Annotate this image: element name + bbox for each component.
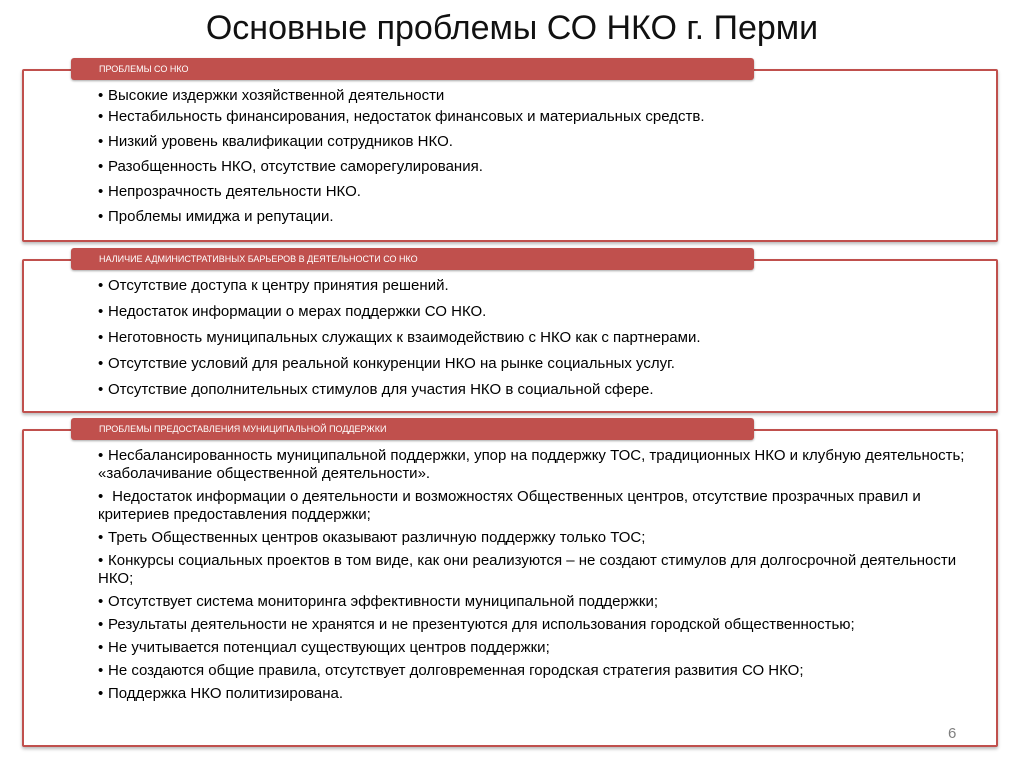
bullet-dot-icon: • xyxy=(98,208,104,225)
bullet-item xyxy=(98,488,978,524)
bullet-dot-icon: • xyxy=(98,488,104,505)
bullet-dot-icon: • xyxy=(98,447,104,464)
bullet-dot-icon: • xyxy=(98,593,104,610)
bullet-text: Неготовность муниципальных служащих к взаимодействию с НКО как с партнерами. xyxy=(108,329,701,346)
bullet-text: Отсутствие дополнительных стимулов для участия НКО в социальной сфере. xyxy=(108,381,654,398)
bullet-dot-icon: • xyxy=(98,381,104,398)
bullet-item xyxy=(98,207,978,227)
bullet-text: Низкий уровень квалификации сотрудников НКО. xyxy=(108,133,453,150)
bullet-dot-icon: • xyxy=(98,87,104,104)
page-number: 6 xyxy=(948,725,957,742)
bullet-dot-icon: • xyxy=(98,355,104,372)
bullet-item xyxy=(98,157,978,177)
bullet-item xyxy=(98,685,978,703)
bullet-text: Высокие издержки хозяйственной деятельности xyxy=(108,87,445,104)
bullet-dot-icon: • xyxy=(98,639,104,656)
section-list-municipal-support xyxy=(98,447,978,708)
bullet-text: Отсутствует система мониторинга эффективности муниципальной поддержки; xyxy=(108,593,659,610)
bullet-text: Треть Общественных центров оказывают различную поддержку только ТОС; xyxy=(108,529,646,546)
bullet-item xyxy=(98,86,978,106)
bullet-item xyxy=(98,529,978,547)
bullet-dot-icon: • xyxy=(98,685,104,702)
bullet-text: Не учитывается потенциал существующих центров поддержки; xyxy=(108,639,550,656)
bullet-dot-icon: • xyxy=(98,133,104,150)
bullet-item xyxy=(98,276,978,296)
bullet-dot-icon: • xyxy=(98,277,104,294)
bullet-text: Непрозрачность деятельности НКО. xyxy=(108,183,361,200)
bullet-dot-icon: • xyxy=(98,552,104,569)
bullet-text: Поддержка НКО политизирована. xyxy=(108,685,344,702)
bullet-item xyxy=(98,639,978,657)
bullet-item xyxy=(98,662,978,680)
bullet-dot-icon: • xyxy=(98,303,104,320)
bullet-text: Нестабильность финансирования, недостаток финансовых и материальных средств. xyxy=(108,108,705,125)
bullet-text: Несбалансированность муниципальной поддержки, упор на поддержку ТОС, традиционных НКО и клубную деятельность; «заболачивание общественной деятельности». xyxy=(98,447,965,482)
bullet-text: Разобщенность НКО, отсутствие саморегулирования. xyxy=(108,158,483,175)
section-header-admin-barriers: НАЛИЧИЕ АДМИНИСТРАТИВНЫХ БАРЬЕРОВ В ДЕЯТЕЛЬНОСТИ СО НКО xyxy=(71,248,754,270)
bullet-item xyxy=(98,354,978,374)
bullet-item xyxy=(98,182,978,202)
section-header-nko-problems: ПРОБЛЕМЫ СО НКО xyxy=(71,58,754,80)
bullet-dot-icon: • xyxy=(98,529,104,546)
bullet-dot-icon: • xyxy=(98,616,104,633)
bullet-dot-icon: • xyxy=(98,183,104,200)
section-list-nko-problems xyxy=(98,86,978,232)
bullet-text: Конкурсы социальных проектов в том виде, как они реализуются – не создают стимулов для долгосрочной деятельности НКО; xyxy=(98,552,957,587)
section-list-admin-barriers xyxy=(98,276,978,406)
bullet-item xyxy=(98,552,978,588)
bullet-text: Недостаток информации о деятельности и возможностях Общественных центров, отсутствие прозрачных правил и критериев предоставления поддержки; xyxy=(98,488,921,523)
bullet-item xyxy=(98,593,978,611)
bullet-text: Проблемы имиджа и репутации. xyxy=(108,208,334,225)
bullet-dot-icon: • xyxy=(98,158,104,175)
slide-title: Основные проблемы СО НКО г. Перми xyxy=(205,9,819,47)
bullet-text: Отсутствие доступа к центру принятия решений. xyxy=(108,277,449,294)
bullet-text: Не создаются общие правила, отсутствует долговременная городская стратегия развития СО НКО; xyxy=(108,662,804,679)
bullet-item xyxy=(98,616,978,634)
bullet-dot-icon: • xyxy=(98,108,104,125)
bullet-item xyxy=(98,328,978,348)
bullet-text: Отсутствие условий для реальной конкуренции НКО на рынке социальных услуг. xyxy=(108,355,675,372)
bullet-item xyxy=(98,107,978,127)
bullet-text: Недостаток информации о мерах поддержки СО НКО. xyxy=(108,303,487,320)
bullet-item xyxy=(98,132,978,152)
bullet-item xyxy=(98,302,978,322)
bullet-text: Результаты деятельности не хранятся и не презентуются для использования городской общественностью; xyxy=(108,616,855,633)
bullet-item xyxy=(98,447,978,483)
bullet-dot-icon: • xyxy=(98,662,104,679)
bullet-dot-icon: • xyxy=(98,329,104,346)
bullet-item xyxy=(98,380,978,400)
section-header-municipal-support: ПРОБЛЕМЫ ПРЕДОСТАВЛЕНИЯ МУНИЦИПАЛЬНОЙ ПОДДЕРЖКИ xyxy=(71,418,754,440)
